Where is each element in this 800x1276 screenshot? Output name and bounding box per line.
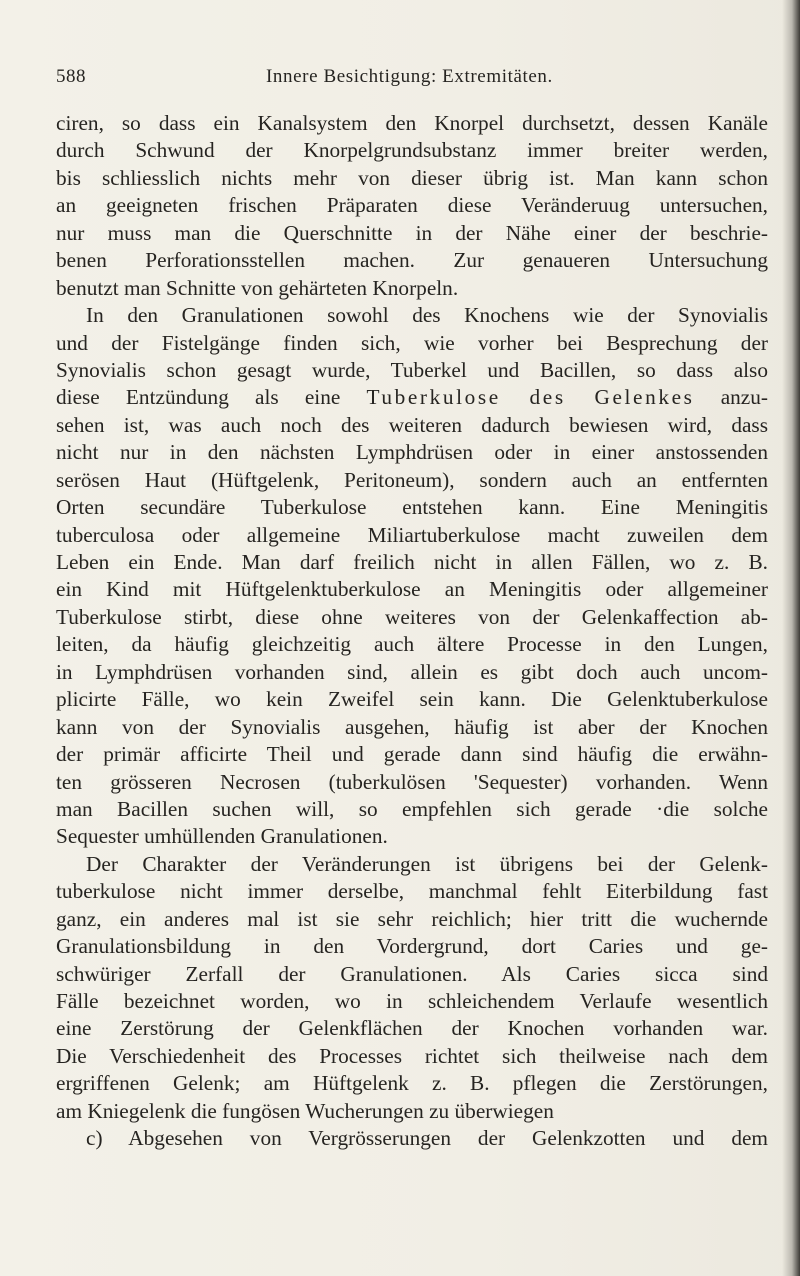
text-line: bis schliesslich nichts mehr von dieser übrig ist. Man kann schon [56,165,768,190]
body-text [56,110,768,1153]
text-line: plicirte Fälle, wo kein Zweifel sein kann. Die Gelenktuberkulose [56,687,768,712]
text-line: serösen Haut (Hüftgelenk, Peritoneum), sondern auch an entfernten [56,467,768,492]
text-line: Die Verschiedenheit des Processes richtet sich theilweise nach dem [56,1043,768,1068]
text-line: ciren, so dass ein Kanalsystem den Knorpel durchsetzt, dessen Kanäle [56,111,768,135]
text-line: nicht nur in den nächsten Lymphdrüsen oder in einer anstossenden [56,440,768,465]
text-line: Orten secundäre Tuberkulose entstehen kann. Eine Meningitis [56,495,768,520]
text-line: leiten, da häufig gleichzeitig auch ältere Processe in den Lungen, [56,632,768,657]
text-line: der primär afficirte Theil und gerade dann sind häufig die erwähn- [56,742,768,767]
text-line: diese Entzündung als eine Tuberkulose des Gelenkes anzu- [56,385,768,410]
text-line: Sequester umhüllenden Granulationen. [56,824,388,849]
text-line: sehen ist, was auch noch des weiteren dadurch bewiesen wird, dass [56,412,768,437]
text-line: in Lymphdrüsen vorhanden sind, allein es gibt doch auch uncom- [56,659,768,684]
text-line: tuberculosa oder allgemeine Miliartuberkulose macht zuweilen dem [56,522,768,547]
text-line: Tuberkulose stirbt, diese ohne weiteres von der Gelenkaffection ab- [56,604,768,629]
text-line: tuberkulose nicht immer derselbe, manchmal fehlt Eiterbildung fast [56,879,768,904]
text-line: Fälle bezeichnet worden, wo in schleichendem Verlaufe wesentlich [56,989,768,1013]
text-line: am Kniegelenk die fungösen Wucherungen zu überwiegen [56,1098,554,1123]
text-line: Synovialis schon gesagt wurde, Tuberkel und Bacillen, so dass also [56,357,768,382]
text-line: Der Charakter der Veränderungen ist übrigens bei der Gelenk- [86,851,768,876]
text-line: und der Fistelgänge finden sich, wie vorher bei Besprechung der [56,330,768,355]
emphasized-term: Tuberkulose des Gelenkes [366,385,695,410]
text-line: durch Schwund der Knorpelgrundsubstanz immer breiter werden, [56,138,768,163]
text-line: schwüriger Zerfall der Granulationen. Als Caries sicca sind [56,961,768,986]
text-line: nur muss man die Querschnitte in der Nähe einer der beschrie- [56,220,768,245]
running-title: Innere Besichtigung: Extremitäten. [266,66,553,87]
text-line: benutzt man Schnitte von gehärteten Knorpeln. [56,275,459,300]
text-line: eine Zerstörung der Gelenkflächen der Knochen vorhanden war. [56,1016,768,1041]
text-line: Granulationsbildung in den Vordergrund, dort Caries und ge- [56,934,768,959]
text-line: kann von der Synovialis ausgehen, häufig ist aber der Knochen [56,714,768,739]
page-edge-shadow [782,0,800,1276]
text-line: ganz, ein anderes mal ist sie sehr reichlich; hier tritt die wuchernde [56,906,768,931]
text-line: ergriffenen Gelenk; am Hüftgelenk z. B. pflegen die Zerstörungen, [56,1071,768,1096]
text-line: an geeigneten frischen Präparaten diese Veränderuug untersuchen, [56,193,768,218]
text-line: In den Granulationen sowohl des Knochens wie der Synovialis [86,303,768,328]
text-line: Leben ein Ende. Man darf freilich nicht in allen Fällen, wo z. B. [56,550,768,574]
text-line: c) Abgesehen von Vergrösserungen der Gelenkzotten und dem [86,1126,768,1151]
text-line: benen Perforationsstellen machen. Zur genaueren Untersuchung [56,248,768,273]
page-header [56,66,756,92]
page-number: 588 [56,66,86,87]
text-line: ten grösseren Necrosen (tuberkulösen 'Sequester) vorhanden. Wenn [56,769,768,794]
text-line: ein Kind mit Hüftgelenktuberkulose an Meningitis oder allgemeiner [56,577,768,602]
text-line: man Bacillen suchen will, so empfehlen sich gerade ·die solche [56,796,768,821]
